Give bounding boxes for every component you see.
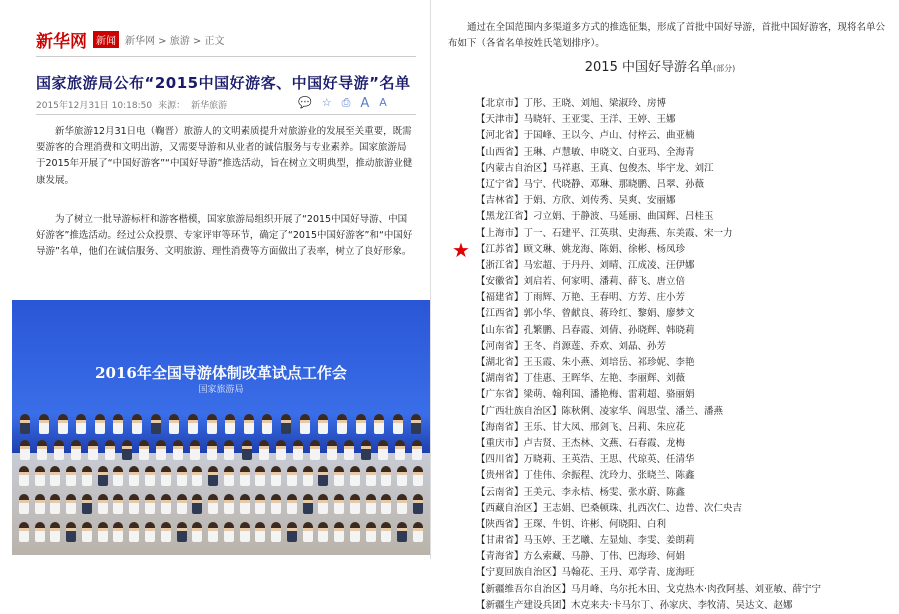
- font-larger-icon[interactable]: A: [360, 96, 370, 111]
- person-figure: [303, 466, 313, 486]
- site-header: [36, 28, 224, 50]
- person-figure: [366, 494, 376, 514]
- person-figure: [225, 414, 235, 434]
- list-entry: 【甘肃省】马玉婷、王艺曦、左显灿、李雯、姜朗莉: [476, 535, 695, 547]
- person-figure: [240, 522, 250, 542]
- news-badge[interactable]: 新闻: [93, 31, 119, 48]
- person-figure: [356, 414, 366, 434]
- person-figure: [207, 414, 217, 434]
- list-entry: 【贵州省】丁佳伟、余振程、沈玲力、张晓兰、陈鑫: [476, 470, 695, 482]
- person-figure: [113, 494, 123, 514]
- person-figure: [66, 522, 76, 542]
- person-figure: [287, 466, 297, 486]
- list-entry: 【安徽省】刘启若、何家明、潘莉、薛飞、唐立倍: [476, 276, 686, 288]
- person-figure: [173, 440, 183, 460]
- person-figure: [244, 414, 254, 434]
- person-figure: [271, 522, 281, 542]
- person-figure: [177, 522, 187, 542]
- person-figure: [177, 494, 187, 514]
- person-figure: [129, 466, 139, 486]
- favorite-icon[interactable]: ☆: [321, 96, 332, 109]
- person-figure: [374, 414, 384, 434]
- person-figure: [192, 466, 202, 486]
- person-figure: [66, 494, 76, 514]
- person-figure: [397, 522, 407, 542]
- person-figure: [327, 440, 337, 460]
- person-figure: [318, 466, 328, 486]
- photo-banner: 2016年全国导游体制改革试点工作会: [95, 364, 347, 382]
- photo-banner-sub: 国家旅游局: [198, 385, 244, 395]
- person-figure: [318, 522, 328, 542]
- person-figure: [350, 466, 360, 486]
- person-figure: [113, 466, 123, 486]
- person-figure: [19, 522, 29, 542]
- list-intro: 通过在全国范围内多渠道多方式的推选征集，形成了首批中国好导游，首批中国好游客，现将名单公布如下（各省名单按姓氏笔划排序）。: [448, 22, 886, 49]
- person-figure: [82, 466, 92, 486]
- article-paragraph-1: 新华旅游12月31日电（鞠晋）旅游人的文明素质提升对旅游业的发展至关重要，既需要游客的合理消费和文明出游，又需要导游和从业者的诚信服务与专业素养。国家旅游局于2015年开展了“中国好游客”“中国好导游”推选活动，旨在树立文明典型，推动旅游业健康发展。: [36, 126, 413, 186]
- person-figure: [334, 466, 344, 486]
- person-figure: [39, 414, 49, 434]
- person-figure: [169, 414, 179, 434]
- person-figure: [334, 494, 344, 514]
- person-figure: [413, 522, 423, 542]
- person-figure: [151, 414, 161, 434]
- person-figure: [413, 466, 423, 486]
- person-figure: [281, 414, 291, 434]
- person-figure: [50, 494, 60, 514]
- person-figure: [303, 522, 313, 542]
- list-title-text: 2015 中国好导游名单: [584, 60, 713, 75]
- article-paragraph-2: 为了树立一批导游标杆和游客楷模，国家旅游局组织开展了“2015中国好导游、中国好游客”推选活动。经过公众投票、专家评审等环节，确定了“2015中国好游客”和“中国好导游”名单，他们在诚信服务、文明旅游、理性消费等方面做出了表率，树立了良好形象。: [36, 214, 413, 258]
- list-entry: 【新疆生产建设兵团】木克来夫·卡马尔丁、孙家庆、李牧清、吴达文、赵娜: [476, 599, 793, 611]
- person-figure: [397, 494, 407, 514]
- person-figure: [98, 466, 108, 486]
- person-figure: [139, 440, 149, 460]
- list-entry: 【辽宁省】马宁、代晓静、邓琳、那晓鹏、吕翠、孙薇: [476, 178, 705, 190]
- person-figure: [318, 414, 328, 434]
- person-figure: [240, 494, 250, 514]
- person-figure: [20, 440, 30, 460]
- person-figure: [207, 440, 217, 460]
- list-entry: 【河南省】王冬、肖源莲、乔欢、刘晶、孙芳: [476, 340, 667, 352]
- person-figure: [145, 494, 155, 514]
- person-figure: [76, 414, 86, 434]
- person-figure: [224, 522, 234, 542]
- person-figure: [224, 440, 234, 460]
- divider: [36, 56, 416, 57]
- conference-photo: [12, 300, 430, 555]
- person-figure: [188, 414, 198, 434]
- comment-icon[interactable]: 💬: [298, 96, 312, 109]
- person-figure: [190, 440, 200, 460]
- guide-list: [476, 96, 886, 614]
- person-figure: [20, 414, 30, 434]
- person-figure: [303, 494, 313, 514]
- list-title-note: (部分): [712, 64, 736, 73]
- person-figure: [161, 522, 171, 542]
- person-figure: [381, 466, 391, 486]
- list-entry: 【海南省】王乐、甘大凤、邢剑飞、吕莉、朱应花: [476, 421, 686, 433]
- person-figure: [240, 466, 250, 486]
- person-figure: [271, 466, 281, 486]
- list-entry: 【湖南省】丁佳惠、王晖华、左艳、李丽辉、刘薇: [476, 373, 686, 385]
- person-figure: [19, 466, 29, 486]
- person-figure: [71, 440, 81, 460]
- person-figure: [350, 494, 360, 514]
- person-figure: [255, 494, 265, 514]
- person-figure: [129, 494, 139, 514]
- list-entry: 【宁夏回族自治区】马翰花、王丹、邓学青、庞海旺: [476, 567, 695, 579]
- person-figure: [255, 466, 265, 486]
- person-figure: [361, 440, 371, 460]
- person-figure: [82, 494, 92, 514]
- person-figure: [413, 494, 423, 514]
- person-figure: [82, 522, 92, 542]
- person-figure: [287, 494, 297, 514]
- person-figure: [105, 440, 115, 460]
- person-figure: [192, 522, 202, 542]
- breadcrumb[interactable]: 新华网 > 旅游 > 正文: [125, 35, 225, 47]
- list-entry: 【福建省】丁雨辉、万艳、王春明、方芳、庄小芳: [476, 292, 686, 304]
- person-figure: [161, 494, 171, 514]
- person-figure: [366, 522, 376, 542]
- person-figure: [208, 494, 218, 514]
- person-figure: [161, 466, 171, 486]
- person-figure: [88, 440, 98, 460]
- person-figure: [337, 414, 347, 434]
- xinhua-logo[interactable]: 新华网: [36, 31, 87, 52]
- person-figure: [300, 414, 310, 434]
- list-entry: 【上海市】丁一、石建平、江英琪、史海燕、东美霞、宋一力: [476, 227, 733, 239]
- person-figure: [271, 494, 281, 514]
- article-panel: [0, 0, 430, 559]
- person-figure: [366, 466, 376, 486]
- list-entry: 【山东省】孔繁鹏、吕春霞、刘倩、孙晓辉、韩晓莉: [476, 324, 695, 336]
- person-figure: [192, 494, 202, 514]
- list-panel: [440, 0, 899, 611]
- person-figure: [255, 522, 265, 542]
- person-figure: [98, 494, 108, 514]
- list-entry: 【新疆维吾尔自治区】马月峰、乌尔托木田、戈克热木·肉孜阿基、刘亚敏、薛宁宁: [476, 583, 822, 595]
- publish-date: 2015年12月31日 10:18:50: [36, 101, 153, 111]
- person-figure: [224, 494, 234, 514]
- person-figure: [381, 522, 391, 542]
- person-figure: [98, 522, 108, 542]
- article-title: 国家旅游局公布“2015中国好游客、中国好导游”名单: [36, 74, 411, 92]
- person-figure: [397, 466, 407, 486]
- list-entry: 【青海省】方么索藏、马静、丁伟、巴海珍、何娟: [476, 551, 686, 563]
- person-figure: [113, 414, 123, 434]
- person-figure: [50, 522, 60, 542]
- list-entry: 【山西省】王琳、卢慧敏、申晓文、白亚玛、全海青: [476, 146, 695, 158]
- person-figure: [381, 494, 391, 514]
- font-smaller-icon[interactable]: A: [379, 96, 387, 109]
- person-figure: [58, 414, 68, 434]
- article-meta: [36, 98, 227, 111]
- person-figure: [35, 466, 45, 486]
- person-figure: [411, 414, 421, 434]
- person-figure: [35, 494, 45, 514]
- article-toolbar: [298, 96, 387, 111]
- list-entry: 【浙江省】马宏超、于丹丹、刘晴、江成凌、汪伊娜: [476, 259, 695, 271]
- list-entry: 【四川省】万晓莉、王英浩、王思、代琼英、任清华: [476, 454, 695, 466]
- list-entry: 【云南省】王美元、李永桔、杨雯、张水蔚、陈鑫: [476, 486, 686, 498]
- person-figure: [334, 522, 344, 542]
- person-figure: [35, 522, 45, 542]
- list-entry: 【江苏省】顾文琳、姚龙海、陈娟、徐彬、杨凤珍: [476, 243, 686, 255]
- person-figure: [242, 440, 252, 460]
- person-figure: [54, 440, 64, 460]
- person-figure: [276, 440, 286, 460]
- star-icon: ★: [452, 238, 470, 262]
- source-name[interactable]: 新华旅游: [191, 101, 228, 111]
- list-entry: 【吉林省】于娟、方欣、刘传秀、吴爽、安丽娜: [476, 195, 676, 207]
- person-figure: [145, 522, 155, 542]
- list-entry: 【北京市】丁彤、王晓、刘旭、梁淑玲、房博: [476, 98, 667, 109]
- list-entry: 【天津市】马晓轩、王亚雯、王洋、王婷、王娜: [476, 114, 676, 126]
- person-figure: [350, 522, 360, 542]
- person-figure: [37, 440, 47, 460]
- list-entry: 【湖北省】王玉霞、朱小燕、刘培岳、祁珍妮、李艳: [476, 357, 695, 368]
- source-label: 来源：: [158, 101, 186, 111]
- person-figure: [393, 414, 403, 434]
- group-of-people: [16, 410, 426, 549]
- person-figure: [156, 440, 166, 460]
- person-figure: [293, 440, 303, 460]
- list-title: [440, 56, 880, 75]
- person-figure: [412, 440, 422, 460]
- person-figure: [310, 440, 320, 460]
- list-entry: 【江西省】郭小华、曾献良、蒋玲红、黎娟、廖梦文: [476, 308, 695, 320]
- list-entry: 【黑龙江省】刁立娟、于静波、马延丽、曲国辉、吕桂玉: [476, 211, 714, 223]
- person-figure: [132, 414, 142, 434]
- print-icon[interactable]: ⎙: [341, 96, 351, 109]
- list-entry: 【陕西省】王琛、牛钥、许彬、何晓阳、白利: [476, 518, 667, 530]
- person-figure: [113, 522, 123, 542]
- list-entry: 【河北省】于国峰、王以今、卢山、付梓云、曲亚楠: [476, 130, 695, 142]
- person-figure: [378, 440, 388, 460]
- person-figure: [122, 440, 132, 460]
- list-entry: 【重庆市】卢吉贤、王杰林、文燕、石春霞、龙梅: [476, 437, 686, 449]
- person-figure: [177, 466, 187, 486]
- person-figure: [259, 440, 269, 460]
- person-figure: [145, 466, 155, 486]
- person-figure: [208, 466, 218, 486]
- person-figure: [224, 466, 234, 486]
- person-figure: [95, 414, 105, 434]
- person-figure: [344, 440, 354, 460]
- person-figure: [287, 522, 297, 542]
- list-entry: 【西藏自治区】王志娟、巴桑顿珠、扎西次仁、边普、次仁央吉: [476, 502, 743, 514]
- person-figure: [208, 522, 218, 542]
- panel-divider: [430, 0, 431, 559]
- divider: [36, 114, 416, 115]
- person-figure: [262, 414, 272, 434]
- list-entry: 【广东省】梁萌、翰利国、潘艳梅、雷莉超、骆丽娟: [476, 389, 695, 401]
- person-figure: [66, 466, 76, 486]
- list-entry: 【广西壮族自治区】陈秋俐、凌家华、阎思莹、潘兰、潘燕: [476, 405, 724, 417]
- person-figure: [129, 522, 139, 542]
- person-figure: [19, 494, 29, 514]
- person-figure: [50, 466, 60, 486]
- list-entry: 【内蒙古自治区】马祥惠、王真、包俊杰、毕宇龙、刘江: [476, 162, 714, 174]
- person-figure: [318, 494, 328, 514]
- person-figure: [395, 440, 405, 460]
